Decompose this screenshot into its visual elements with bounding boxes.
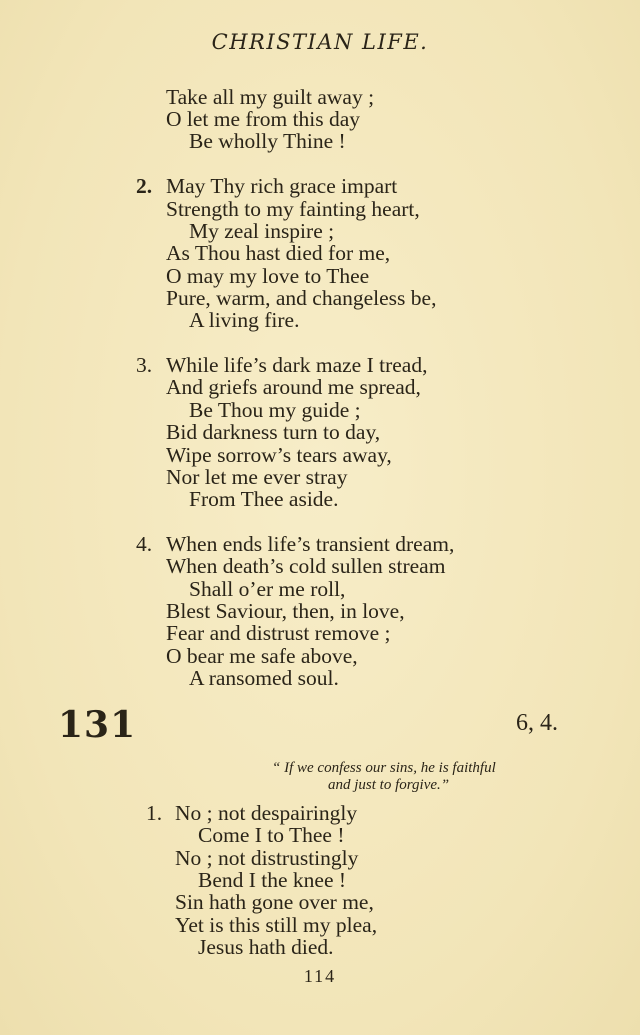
verse-line: Shall o’er me roll,	[189, 577, 346, 601]
epigraph-line: and just to forgive.”	[328, 777, 450, 793]
verse-line: Jesus hath died.	[198, 935, 334, 959]
verse-number: 2.	[136, 174, 153, 198]
verse-line: Fear and distrust remove ;	[166, 621, 391, 645]
running-header: CHRISTIAN LIFE.	[211, 30, 429, 54]
verse-line: Pure, warm, and changeless be,	[166, 286, 437, 310]
epigraph-line: “ If we confess our sins, he is faithful	[272, 760, 496, 776]
verse-line: Bend I the knee !	[198, 868, 347, 892]
verse-line: From Thee aside.	[189, 487, 339, 511]
verse-number: 3.	[136, 353, 153, 377]
verse-line: Sin hath gone over me,	[175, 890, 374, 914]
verse-line: Be Thou my guide ;	[189, 398, 361, 422]
verse-line: Bid darkness turn to day,	[166, 420, 381, 444]
hymn-number: 131	[58, 704, 137, 746]
hymn-meter: 6, 4.	[516, 710, 558, 736]
verse-line: When death’s cold sullen stream	[166, 554, 446, 578]
verse-line: A ransomed soul.	[189, 666, 339, 690]
verse-line: Yet is this still my plea,	[175, 913, 378, 937]
verse-line: O bear me safe above,	[166, 644, 358, 668]
verse-line: And griefs around me spread,	[166, 375, 421, 399]
verse-line: While life’s dark maze I tread,	[166, 353, 428, 377]
verse-line: Wipe sorrow’s tears away,	[166, 443, 392, 467]
verse-line: Come I to Thee !	[198, 823, 345, 847]
verse-line: Blest Saviour, then, in love,	[166, 599, 405, 623]
page-number: 114	[303, 966, 337, 986]
verse-line: No ; not distrustingly	[175, 846, 359, 870]
verse-line: When ends life’s transient dream,	[166, 532, 455, 556]
verse-line: My zeal inspire ;	[189, 219, 335, 243]
verse-number: 1.	[146, 801, 163, 825]
verse-line: No ; not despairingly	[175, 801, 358, 825]
verse-number: 4.	[136, 532, 153, 556]
verse-line: As Thou hast died for me,	[166, 241, 391, 265]
verse-line: Be wholly Thine !	[189, 129, 346, 153]
verse-line: Nor let me ever stray	[166, 465, 348, 489]
verse-line: O may my love to Thee	[166, 264, 370, 288]
verse-line: Strength to my fainting heart,	[166, 197, 420, 221]
verse-line: May Thy rich grace impart	[166, 174, 398, 198]
verse-line: O let me from this day	[166, 107, 361, 131]
verse-line: A living fire.	[189, 308, 300, 332]
verse-line: Take all my guilt away ;	[166, 85, 375, 109]
